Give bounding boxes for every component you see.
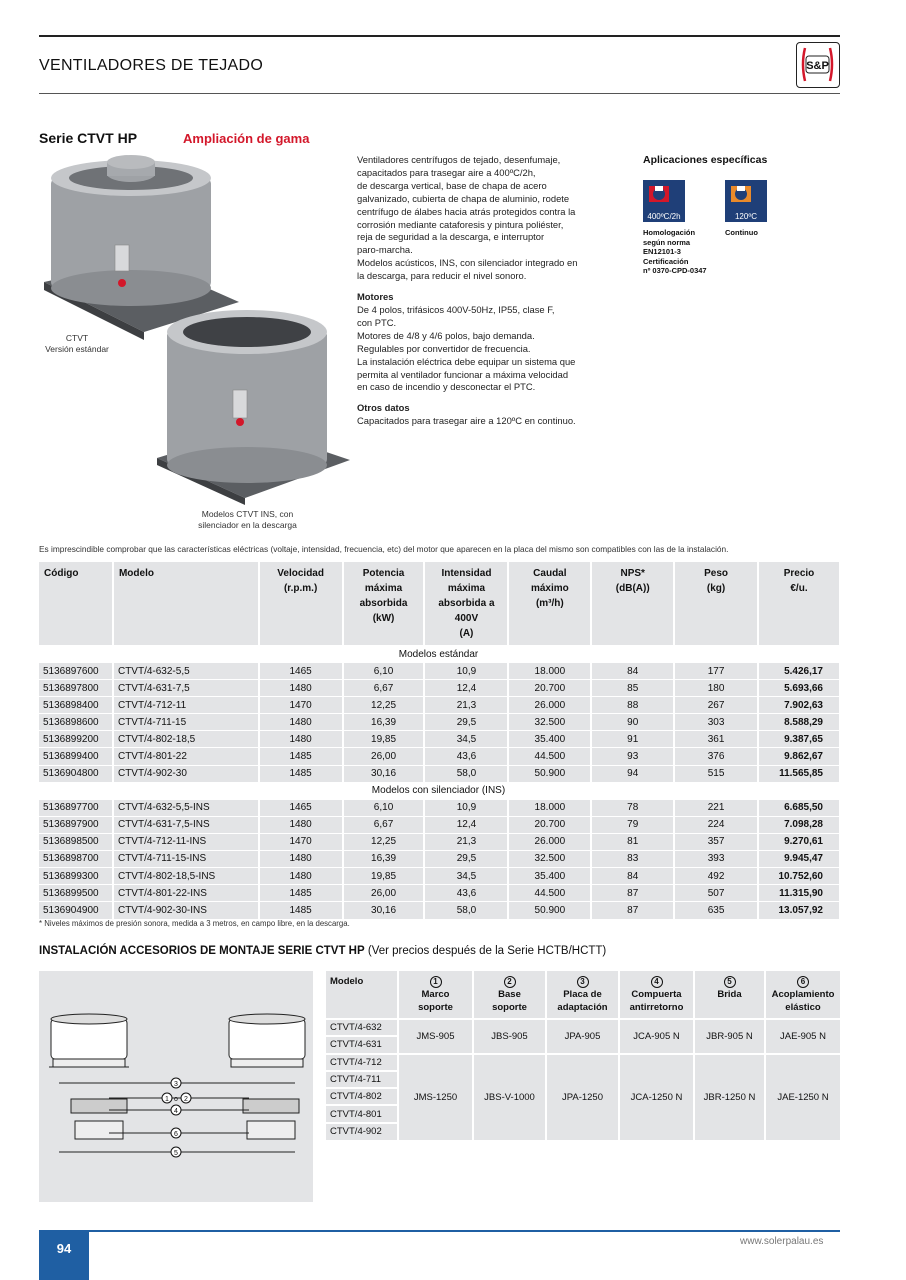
electrical-notice: Es imprescindible comprobar que las características eléctricas (voltaje, intensidad, frecuencia, etc) del motor que aparecen en la placa del mismo son compatibles con las de la instalación.: [39, 544, 729, 554]
motors-line: De 4 polos, trifásicos 400V-50Hz, IP55, clase F,: [357, 303, 555, 315]
model-cell: CTVT/4-712: [326, 1054, 398, 1071]
motors-line: Motores de 4/8 y 4/6 polos, bajo demanda.: [357, 329, 535, 341]
desc-line: corrosión mediante cataforesis y pintura poliéster,: [357, 218, 564, 230]
table-cell: 6,10: [343, 663, 425, 680]
accessories-table: [326, 971, 840, 1140]
table-cell: 30,16: [343, 902, 425, 919]
badge-120c-caption: [725, 228, 758, 238]
badge-caption-line: EN12101-3: [643, 247, 681, 257]
table-row: [39, 799, 839, 816]
table-cell: 18.000: [508, 799, 591, 816]
table-cell: 1480: [259, 731, 343, 748]
table-cell: 12,4: [424, 816, 508, 833]
section-title: Modelos con silenciador (INS): [39, 782, 839, 799]
motors-line: en caso de incendio y desconectar el PTC.: [357, 381, 536, 393]
accessory-code-cell: JPA-1250: [546, 1054, 619, 1140]
table-cell: 6,67: [343, 680, 425, 697]
table-cell: 515: [674, 765, 758, 782]
table-cell: 6,10: [343, 799, 425, 816]
table-cell: 1480: [259, 868, 343, 885]
model-cell: CTVT/4-711: [326, 1071, 398, 1088]
table-cell: 5136898500: [39, 833, 113, 850]
table-cell: CTVT/4-801-22: [113, 748, 259, 765]
badge-caption-line: Continuo: [725, 228, 758, 237]
table-cell: CTVT/4-631-7,5: [113, 680, 259, 697]
table-cell: 221: [674, 799, 758, 816]
table-cell: 11.565,85: [758, 765, 839, 782]
table-cell: 357: [674, 833, 758, 850]
table-cell: 34,5: [424, 868, 508, 885]
table-cell: 1480: [259, 714, 343, 731]
table-cell: 393: [674, 850, 758, 867]
table-cell: 1485: [259, 748, 343, 765]
table-cell: 16,39: [343, 714, 425, 731]
product-table: [39, 562, 840, 919]
acc-col-header: 4 Compuerta antirretorno: [619, 971, 694, 1019]
col-header-precio: Precio €/u.: [758, 562, 839, 646]
table-row: [39, 748, 839, 765]
table-cell: 180: [674, 680, 758, 697]
number-3-icon: 3: [577, 976, 589, 988]
table-cell: 5136904900: [39, 902, 113, 919]
table-cell: 8.588,29: [758, 714, 839, 731]
table-row: [39, 714, 839, 731]
table-header-row: [39, 562, 839, 646]
motors-heading: Motores: [357, 291, 394, 303]
table-cell: 177: [674, 663, 758, 680]
diagram-label-1: 1: [165, 1096, 169, 1103]
table-cell: 18.000: [508, 663, 591, 680]
table-cell: 224: [674, 816, 758, 833]
table-cell: CTVT/4-902-30: [113, 765, 259, 782]
table-cell: 32.500: [508, 850, 591, 867]
section-title: Modelos estándar: [39, 646, 839, 663]
badge-400c-icon: [643, 180, 685, 222]
table-row: [39, 885, 839, 902]
badge-120c-icon: [725, 180, 767, 222]
number-6-icon: 6: [797, 976, 809, 988]
accessory-code-cell: JPA-905: [546, 1019, 619, 1054]
table-cell: 78: [591, 799, 674, 816]
table-cell: 19,85: [343, 731, 425, 748]
desc-line: la descarga, para reducir el nivel sonoro.: [357, 270, 527, 282]
ins-caption-line: silenciador en la descarga: [198, 520, 297, 530]
motors-line: permita al ventilador funcionar a máxima velocidad: [357, 368, 569, 380]
table-cell: 5136898600: [39, 714, 113, 731]
col-header-nps: NPS* (dB(A)): [591, 562, 674, 646]
ctvt-caption: [27, 333, 127, 355]
col-header-codigo: Código: [39, 562, 113, 646]
table-cell: 29,5: [424, 850, 508, 867]
accessories-title-text: INSTALACIÓN ACCESORIOS DE MONTAJE SERIE CTVT HP: [39, 945, 365, 957]
table-cell: 1480: [259, 816, 343, 833]
table-cell: 30,16: [343, 765, 425, 782]
ctvt-ins-caption: [180, 509, 315, 531]
desc-line: de descarga vertical, base de chapa de acero: [357, 179, 547, 191]
badge-caption-line: Homologación: [643, 228, 696, 237]
table-cell: CTVT/4-802-18,5-INS: [113, 868, 259, 885]
table-cell: 6.685,50: [758, 799, 839, 816]
table-cell: 50.900: [508, 902, 591, 919]
table-cell: CTVT/4-902-30-INS: [113, 902, 259, 919]
diagram-label-2: 2: [184, 1096, 188, 1103]
col-header-velocidad: Velocidad (r.p.m.): [259, 562, 343, 646]
accessories-title-note: (Ver precios después de la Serie HCTB/HCTT): [367, 945, 607, 957]
brand-logo: [796, 42, 840, 88]
table-cell: CTVT/4-631-7,5-INS: [113, 816, 259, 833]
table-cell: 303: [674, 714, 758, 731]
table-cell: 88: [591, 697, 674, 714]
table-cell: CTVT/4-632-5,5: [113, 663, 259, 680]
table-cell: 361: [674, 731, 758, 748]
series-title: Serie CTVT HP: [39, 130, 138, 146]
table-cell: 5136897800: [39, 680, 113, 697]
number-2-icon: 2: [504, 976, 516, 988]
table-cell: 5136897600: [39, 663, 113, 680]
table-row: [39, 816, 839, 833]
website-url: www.solerpalau.es: [740, 1236, 824, 1247]
mounting-diagram: [39, 971, 313, 1202]
other-line: Capacitados para trasegar aire a 120ºC en continuo.: [357, 415, 576, 427]
table-row: [39, 731, 839, 748]
table-cell: 5136898700: [39, 850, 113, 867]
table-cell: 91: [591, 731, 674, 748]
col-header-intensidad: Intensidad máxima absorbida a 400V (A): [424, 562, 508, 646]
table-cell: 10,9: [424, 799, 508, 816]
table-cell: CTVT/4-801-22-INS: [113, 885, 259, 902]
diagram-label-3: 3: [174, 1081, 178, 1088]
table-row: [39, 663, 839, 680]
badge-label: 120ºC: [734, 212, 758, 221]
badge-400c-caption: [643, 228, 707, 276]
badge-label: 400ºC/2h: [647, 212, 681, 221]
accessories-header-row: [326, 971, 840, 1019]
table-cell: 29,5: [424, 714, 508, 731]
model-cell: CTVT/4-801: [326, 1105, 398, 1122]
number-5-icon: 5: [724, 976, 736, 988]
accessory-code-cell: JBS-V-1000: [473, 1054, 546, 1140]
desc-line: paro-marcha.: [357, 244, 413, 256]
table-cell: 43,6: [424, 885, 508, 902]
table-cell: 267: [674, 697, 758, 714]
footer-rule: [39, 1230, 840, 1232]
table-cell: 10,9: [424, 663, 508, 680]
table-cell: 21,3: [424, 697, 508, 714]
number-4-icon: 4: [651, 976, 663, 988]
accessory-code-cell: JBS-905: [473, 1019, 546, 1054]
desc-line: reja de seguridad a la descarga, e interruptor: [357, 231, 545, 243]
ctvt-caption-line: Versión estándar: [45, 344, 109, 354]
accessory-code-cell: JAE-1250 N: [765, 1054, 840, 1140]
acc-col-header: 1 Marco soporte: [398, 971, 473, 1019]
accessory-code-cell: JMS-1250: [398, 1054, 473, 1140]
table-cell: 20.700: [508, 680, 591, 697]
table-cell: 58,0: [424, 902, 508, 919]
model-cell: CTVT/4-902: [326, 1123, 398, 1140]
number-1-icon: 1: [430, 976, 442, 988]
table-cell: 1485: [259, 765, 343, 782]
table-cell: 94: [591, 765, 674, 782]
acc-col-header: 5 Brida: [694, 971, 765, 1019]
badge-caption-line: nº 0370-CPD-0347: [643, 266, 707, 276]
table-cell: CTVT/4-632-5,5-INS: [113, 799, 259, 816]
table-cell: 50.900: [508, 765, 591, 782]
table-cell: 19,85: [343, 868, 425, 885]
table-cell: 87: [591, 885, 674, 902]
acc-col-header: 6 Acoplamiento elástico: [765, 971, 840, 1019]
table-cell: 9.945,47: [758, 850, 839, 867]
logo-text: S&P: [806, 60, 829, 72]
ins-caption-line: Modelos CTVT INS, con: [201, 509, 294, 519]
table-cell: 93: [591, 748, 674, 765]
table-cell: 44.500: [508, 748, 591, 765]
table-cell: 7.098,28: [758, 816, 839, 833]
table-cell: 6,67: [343, 816, 425, 833]
table-cell: 43,6: [424, 748, 508, 765]
table-cell: 20.700: [508, 816, 591, 833]
table-row: [39, 868, 839, 885]
table-cell: 44.500: [508, 885, 591, 902]
table-cell: 58,0: [424, 765, 508, 782]
table-cell: 635: [674, 902, 758, 919]
table-cell: 492: [674, 868, 758, 885]
badge-caption-line: según norma: [643, 237, 691, 247]
table-cell: 12,25: [343, 833, 425, 850]
table-cell: 5136904800: [39, 765, 113, 782]
table-cell: CTVT/4-711-15-INS: [113, 850, 259, 867]
motors-line: La instalación eléctrica debe equipar un sistema que: [357, 355, 576, 367]
table-cell: 5.693,66: [758, 680, 839, 697]
motors-line: Regulables por convertidor de frecuencia.: [357, 342, 531, 354]
table-cell: 5136899200: [39, 731, 113, 748]
table-cell: CTVT/4-712-11: [113, 697, 259, 714]
acc-col-header: Modelo: [326, 971, 398, 1019]
table-cell: 16,39: [343, 850, 425, 867]
accessories-title: [39, 945, 606, 957]
desc-line: galvanizado, cubierta de chapa de aluminio, rodete: [357, 192, 570, 204]
table-cell: 35.400: [508, 731, 591, 748]
series-subtitle: Ampliación de gama: [183, 131, 310, 146]
table-footnote: * Niveles máximos de presión sonora, medida a 3 metros, en campo libre, en la descarga.: [39, 919, 350, 928]
model-cell: CTVT/4-802: [326, 1088, 398, 1105]
acc-col-header: 3 Placa de adaptación: [546, 971, 619, 1019]
table-cell: 85: [591, 680, 674, 697]
table-row: [39, 833, 839, 850]
table-cell: 81: [591, 833, 674, 850]
accessory-code-cell: JBR-1250 N: [694, 1054, 765, 1140]
accessory-code-cell: JCA-1250 N: [619, 1054, 694, 1140]
product-image-ctvt-ins: [155, 300, 355, 505]
table-cell: 5136899300: [39, 868, 113, 885]
table-cell: 376: [674, 748, 758, 765]
table-cell: 5136899500: [39, 885, 113, 902]
table-row: [39, 680, 839, 697]
table-cell: 1470: [259, 833, 343, 850]
table-cell: CTVT/4-711-15: [113, 714, 259, 731]
table-cell: 5136899400: [39, 748, 113, 765]
col-header-potencia: Potencia máxima absorbida (kW): [343, 562, 425, 646]
table-cell: 9.862,67: [758, 748, 839, 765]
table-cell: 5136897900: [39, 816, 113, 833]
desc-line: centrífugo de álabes hacia atrás protegidos contra la: [357, 205, 576, 217]
table-cell: 1465: [259, 663, 343, 680]
table-cell: 79: [591, 816, 674, 833]
accessory-code-cell: JCA-905 N: [619, 1019, 694, 1054]
page-header-title: VENTILADORES DE TEJADO: [39, 57, 264, 74]
table-cell: 26.000: [508, 697, 591, 714]
table-cell: 9.387,65: [758, 731, 839, 748]
table-cell: 26,00: [343, 885, 425, 902]
table-cell: 21,3: [424, 833, 508, 850]
table-row: [39, 697, 839, 714]
table-row: [39, 765, 839, 782]
desc-line: Modelos acústicos, INS, con silenciador integrado en: [357, 257, 578, 269]
table-cell: 5136897700: [39, 799, 113, 816]
table-cell: 9.270,61: [758, 833, 839, 850]
badge-caption-line: Certificación: [643, 256, 689, 266]
page-number: 94: [56, 1241, 72, 1256]
table-row: [39, 850, 839, 867]
table-section-row: [39, 782, 839, 799]
table-cell: 1485: [259, 902, 343, 919]
diagram-label-5: 5: [174, 1150, 178, 1157]
table-cell: 1485: [259, 885, 343, 902]
table-cell: 1480: [259, 850, 343, 867]
table-section-row: [39, 646, 839, 663]
table-cell: 87: [591, 902, 674, 919]
accessory-code-cell: JMS-905: [398, 1019, 473, 1054]
header-top-rule: [39, 35, 840, 37]
table-cell: 32.500: [508, 714, 591, 731]
table-cell: 26,00: [343, 748, 425, 765]
col-header-peso: Peso (kg): [674, 562, 758, 646]
table-cell: 5.426,17: [758, 663, 839, 680]
header-bottom-rule: [39, 93, 840, 94]
table-cell: 12,4: [424, 680, 508, 697]
desc-line: Ventiladores centrífugos de tejado, desenfumaje,: [357, 154, 561, 165]
ctvt-caption-line: CTVT: [65, 333, 89, 343]
accessories-row: [326, 1054, 840, 1071]
table-cell: 90: [591, 714, 674, 731]
table-cell: 34,5: [424, 731, 508, 748]
col-header-caudal: Caudal máximo (m³/h): [508, 562, 591, 646]
table-cell: 26.000: [508, 833, 591, 850]
table-cell: 84: [591, 663, 674, 680]
table-cell: 1465: [259, 799, 343, 816]
col-header-modelo: Modelo: [113, 562, 259, 646]
applications-title: Aplicaciones específicas: [643, 154, 768, 166]
table-cell: 35.400: [508, 868, 591, 885]
accessory-code-cell: JAE-905 N: [765, 1019, 840, 1054]
product-description: [357, 154, 627, 428]
table-cell: 83: [591, 850, 674, 867]
accessories-row: [326, 1019, 840, 1036]
table-cell: 10.752,60: [758, 868, 839, 885]
table-cell: 507: [674, 885, 758, 902]
motors-line: con PTC.: [357, 316, 397, 328]
table-cell: 12,25: [343, 697, 425, 714]
table-cell: 13.057,92: [758, 902, 839, 919]
acc-col-header: 2 Base soporte: [473, 971, 546, 1019]
diagram-label-6: 6: [174, 1131, 178, 1138]
model-cell: CTVT/4-632: [326, 1019, 398, 1036]
other-heading: Otros datos: [357, 402, 410, 414]
accessory-code-cell: JBR-905 N: [694, 1019, 765, 1054]
table-cell: 1470: [259, 697, 343, 714]
desc-line: capacitados para trasegar aire a 400ºC/2h,: [357, 166, 536, 178]
table-cell: 7.902,63: [758, 697, 839, 714]
diagram-label-4: 4: [174, 1108, 178, 1115]
table-cell: CTVT/4-802-18,5: [113, 731, 259, 748]
model-cell: CTVT/4-631: [326, 1036, 398, 1053]
table-cell: 84: [591, 868, 674, 885]
table-row: [39, 902, 839, 919]
diagram-label-o: o: [174, 1096, 178, 1103]
table-cell: 1480: [259, 680, 343, 697]
table-cell: 11.315,90: [758, 885, 839, 902]
table-cell: 5136898400: [39, 697, 113, 714]
table-cell: CTVT/4-712-11-INS: [113, 833, 259, 850]
